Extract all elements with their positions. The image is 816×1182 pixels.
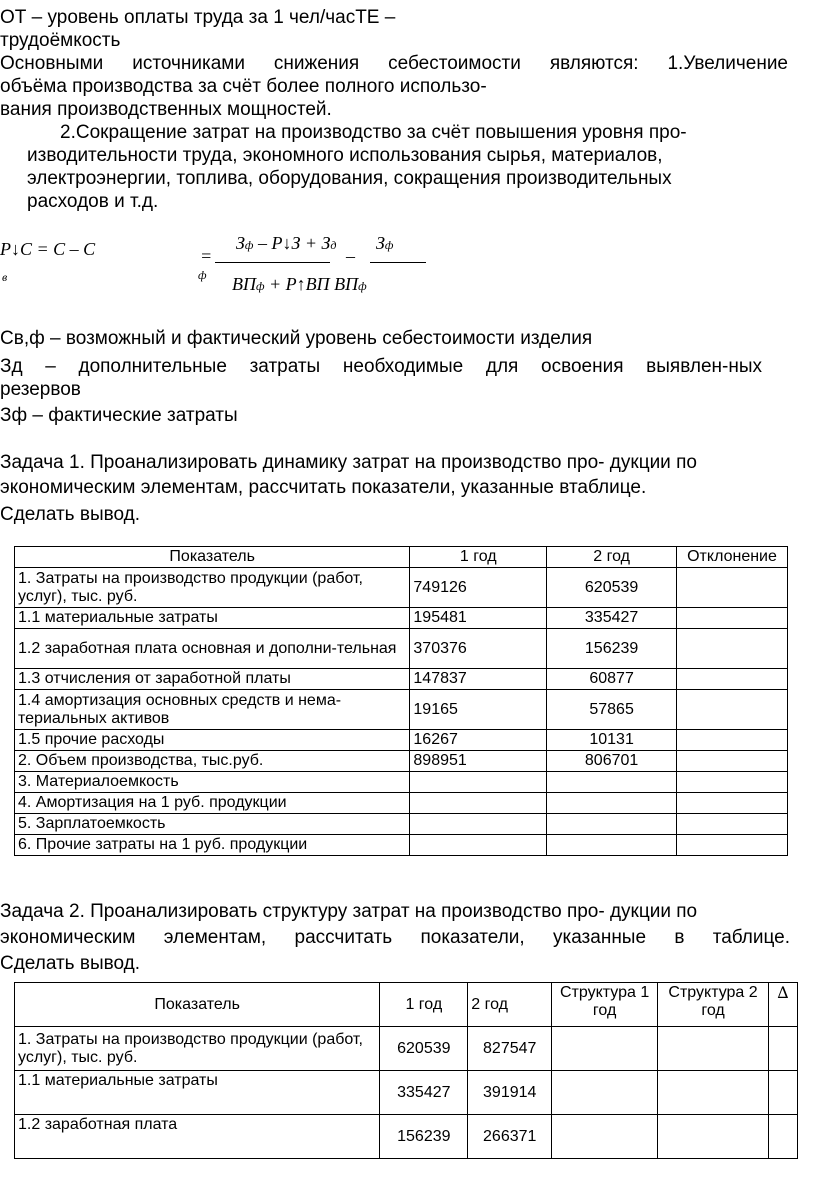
task2-header-year2: 2 год	[468, 983, 552, 1027]
table-row	[15, 772, 788, 793]
row-name: 1.1 материальные затраты	[15, 1071, 380, 1115]
row-year2: 335427	[547, 608, 677, 629]
row-deviation	[677, 793, 788, 814]
row-year1: 370376	[410, 629, 547, 669]
row-year2	[547, 772, 677, 793]
table-row	[15, 751, 788, 772]
row-delta	[769, 1115, 798, 1159]
formula-left-sub: в	[2, 270, 8, 284]
task2-header-structure2: Структура 2 год	[658, 983, 769, 1027]
row-delta	[769, 1071, 798, 1115]
table-row	[15, 629, 788, 669]
row-name: 2. Объем производства, тыс.руб.	[15, 751, 410, 772]
row-year1: 16267	[410, 730, 547, 751]
row-structure1	[552, 1115, 658, 1159]
table-row	[15, 1027, 798, 1071]
task1-header-row	[15, 547, 788, 568]
row-name: 3. Материалоемкость	[15, 772, 410, 793]
table-row	[15, 568, 788, 608]
intro-line-7: изводительности труда, экономного использования сырья, материалов,	[27, 145, 663, 166]
def-line-3: резервов	[0, 379, 81, 400]
row-deviation	[677, 629, 788, 669]
task1-line-3: Сделать вывод.	[0, 504, 141, 525]
task1-table	[14, 546, 788, 856]
row-name: 6. Прочие затраты на 1 руб. продукции	[15, 835, 410, 856]
row-year2: 156239	[547, 629, 677, 669]
formula-numerator-2: Зф	[376, 233, 394, 253]
row-year1: 335427	[380, 1071, 468, 1115]
row-delta	[769, 1027, 798, 1071]
formula-numerator: Зф – Р↓З + Зд	[236, 233, 337, 253]
task2-header-row	[15, 983, 798, 1027]
row-year1: 898951	[410, 751, 547, 772]
row-deviation	[677, 608, 788, 629]
intro-line-5: вания производственных мощностей.	[0, 99, 332, 120]
task2-header-delta: ∆	[769, 983, 798, 1027]
task1-header-indicator: Показатель	[15, 547, 410, 568]
task2-line-3: Сделать вывод.	[0, 953, 141, 974]
row-name: 4. Амортизация на 1 руб. продукции	[15, 793, 410, 814]
row-deviation	[677, 568, 788, 608]
task2-line-1: Задача 2. Проанализировать структуру затрат на производство про- дукции по	[0, 901, 698, 922]
task2-header-indicator: Показатель	[15, 983, 380, 1027]
row-deviation	[677, 669, 788, 690]
row-year1: 156239	[380, 1115, 468, 1159]
table-row	[15, 608, 788, 629]
def-line-2: Зд – дополнительные затраты необходимые для освоения выявлен-ных	[0, 356, 762, 377]
row-year2: 806701	[547, 751, 677, 772]
table-row	[15, 669, 788, 690]
table-row	[15, 690, 788, 730]
intro-line-9: расходов и т.д.	[27, 191, 159, 212]
table-row	[15, 1115, 798, 1159]
intro-line-8: электроэнергии, топлива, оборудования, сокращения производительных	[27, 168, 672, 189]
task2-table	[14, 982, 798, 1159]
formula-eq-sub: ф	[198, 268, 207, 282]
row-year2: 391914	[468, 1071, 552, 1115]
def-line-4: Зф – фактические затраты	[0, 405, 238, 426]
intro-line-6: 2.Сокращение затрат на производство за счёт повышения уровня про-	[60, 122, 687, 143]
row-year2	[547, 793, 677, 814]
formula-minus: –	[346, 246, 355, 266]
intro-line-2: трудоёмкость	[0, 30, 121, 51]
row-year2	[547, 814, 677, 835]
task2-header-structure1: Структура 1 год	[552, 983, 658, 1027]
fraction-bar-1	[215, 262, 330, 263]
row-year2: 827547	[468, 1027, 552, 1071]
intro-line-3: Основными источниками снижения себестоимости являются: 1.Увеличение	[0, 53, 788, 74]
row-deviation	[677, 690, 788, 730]
row-year1: 147837	[410, 669, 547, 690]
task2-header-year1: 1 год	[380, 983, 468, 1027]
row-year2: 620539	[547, 568, 677, 608]
row-deviation	[677, 772, 788, 793]
row-structure2	[658, 1071, 769, 1115]
row-year2	[547, 835, 677, 856]
task1-line-2: экономическим элементам, рассчитать показатели, указанные втаблице.	[0, 477, 647, 498]
row-structure2	[658, 1027, 769, 1071]
task1-header-year1: 1 год	[410, 547, 547, 568]
row-deviation	[677, 835, 788, 856]
task1-header-year2: 2 год	[547, 547, 677, 568]
row-deviation	[677, 730, 788, 751]
row-year1: 195481	[410, 608, 547, 629]
row-year2: 60877	[547, 669, 677, 690]
row-year2: 266371	[468, 1115, 552, 1159]
table-row	[15, 730, 788, 751]
formula-denominator: ВПф + Р↑ВП ВПф	[232, 274, 367, 294]
row-name: 1. Затраты на производство продукции (работ, услуг), тыс. руб.	[15, 568, 410, 608]
table-row	[15, 793, 788, 814]
row-name: 1.5 прочие расходы	[15, 730, 410, 751]
row-year1: 620539	[380, 1027, 468, 1071]
row-name: 1.3 отчисления от заработной платы	[15, 669, 410, 690]
def-line-1: Св,ф – возможный и фактический уровень себестоимости изделия	[0, 328, 593, 349]
task1-line-1: Задача 1. Проанализировать динамику затрат на производство про- дукции по	[0, 452, 697, 473]
row-year2: 57865	[547, 690, 677, 730]
task2-line-2: экономическим элементам, рассчитать показатели, указанные в таблице.	[0, 927, 790, 948]
table-row	[15, 1071, 798, 1115]
row-name: 1.1 материальные затраты	[15, 608, 410, 629]
row-structure2	[658, 1115, 769, 1159]
formula-left: Р↓С = С – С	[0, 239, 96, 259]
row-year1	[410, 814, 547, 835]
row-name: 1.2 заработная плата основная и дополни-тельная	[15, 629, 410, 669]
row-year1: 749126	[410, 568, 547, 608]
row-name: 1. Затраты на производство продукции (работ, услуг), тыс. руб.	[15, 1027, 380, 1071]
task1-header-deviation: Отклонение	[677, 547, 788, 568]
row-year1: 19165	[410, 690, 547, 730]
row-year1	[410, 835, 547, 856]
row-name: 1.4 амортизация основных средств и нема-териальных активов	[15, 690, 410, 730]
row-structure1	[552, 1071, 658, 1115]
row-deviation	[677, 814, 788, 835]
row-name: 5. Зарплатоемкость	[15, 814, 410, 835]
row-year2: 10131	[547, 730, 677, 751]
row-structure1	[552, 1027, 658, 1071]
row-year1	[410, 772, 547, 793]
intro-line-4: объёма производства за счёт более полного использо-	[0, 76, 487, 97]
row-year1	[410, 793, 547, 814]
table-row	[15, 814, 788, 835]
formula-eq: =	[200, 246, 213, 266]
table-row	[15, 835, 788, 856]
fraction-bar-2	[370, 262, 426, 263]
intro-line-1: ОТ – уровень оплаты труда за 1 чел/часТЕ –	[0, 7, 396, 28]
row-name: 1.2 заработная плата	[15, 1115, 380, 1159]
row-deviation	[677, 751, 788, 772]
